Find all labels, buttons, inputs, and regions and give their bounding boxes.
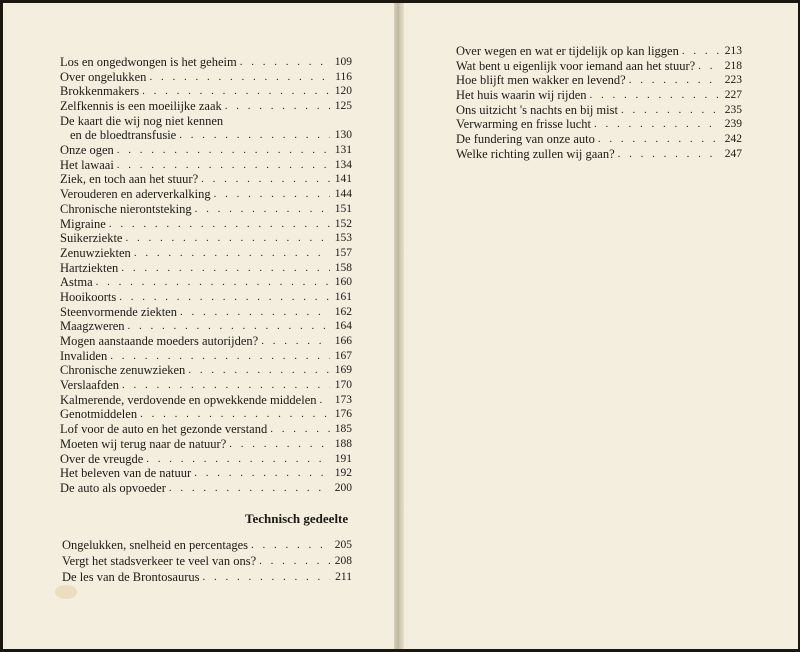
toc-entry: De kaart die wij nog niet kennen [60,113,224,128]
toc-entry: Moeten wij terug naar de natuur? . . . 188 [60,437,352,452]
toc-entry: Hoe blijft men wakker en levend? . . . 223 [456,73,742,88]
toc-entry: Wat bent u eigenlijk voor iemand aan het stuur? . . . 218 [456,59,742,74]
toc-entry: Steenvormende ziekten . . . 162 [60,305,352,320]
toc-entry: De fundering van onze auto . . . 242 [456,132,742,147]
toc-entry: Over de vreugde . . . 191 [60,452,352,467]
toc-entry: Het huis waarin wij rijden . . . 227 [456,88,742,103]
toc-entry: Chronische zenuwzieken . . . 169 [60,363,352,378]
section-heading: Technisch gedeelte [245,511,349,526]
toc-entry: Astma . . . 160 [60,275,352,290]
toc-entry: Zelfkennis is een moeilijke zaak . . . 125 [60,99,352,114]
toc-entry: Mogen aanstaande moeders autorijden? . . . 166 [60,334,352,349]
toc-technical-list [62,537,352,585]
toc-right-list [456,44,742,162]
toc-entry: Invaliden . . . 167 [60,349,352,364]
toc-entry: Genotmiddelen . . . 176 [60,408,352,423]
toc-entry: Over ongelukken . . . 116 [60,70,352,85]
toc-entry: Onze ogen . . . 131 [60,143,352,158]
toc-entry: Het lawaai . . . 134 [60,158,352,173]
toc-entry: Welke richting zullen wij gaan? . . . 247 [456,147,742,162]
toc-entry: Maagzweren . . . 164 [60,319,352,334]
toc-left-list [60,55,352,496]
toc-entry: Hartziekten . . . 158 [60,261,352,276]
toc-entry: Ongelukken, snelheid en percentages . . . 205 [62,537,352,553]
toc-entry: Verouderen en aderverkalking . . . 144 [60,187,352,202]
toc-entry: Lof voor de auto en het gezonde verstand . . . 185 [60,422,352,437]
toc-entry: Ons uitzicht 's nachts en bij mist . . . 235 [456,103,742,118]
toc-entry: Hooikoorts . . . 161 [60,290,352,305]
toc-entry: Chronische nierontsteking . . . 151 [60,202,352,217]
toc-entry: Vergt het stadsverkeer te veel van ons? . . . 208 [62,553,352,569]
toc-entry: Over wegen en wat er tijdelijk op kan liggen . . . 213 [456,44,742,59]
toc-entry: Verslaafden . . . 170 [60,378,352,393]
toc-entry: Het beleven van de natuur . . . 192 [60,466,352,481]
toc-entry: Verwarming en frisse lucht . . . 239 [456,117,742,132]
book-gutter [394,3,404,649]
toc-entry: en de bloedtransfusie . . . 130 [60,128,352,143]
toc-entry: De les van de Brontosaurus . . . 211 [62,569,352,585]
toc-entry: Suikerziekte . . . 153 [60,231,352,246]
toc-entry: Los en ongedwongen is het geheim . . . 109 [60,55,352,70]
toc-entry: Brokkenmakers . . . 120 [60,84,352,99]
toc-entry: Zenuwziekten . . . 157 [60,246,352,261]
toc-entry: Kalmerende, verdovende en opwekkende middelen . . . 173 [60,393,352,408]
toc-entry: De auto als opvoeder . . . 200 [60,481,352,496]
toc-entry: Migraine . . . 152 [60,217,352,232]
toc-entry: Ziek, en toch aan het stuur? . . . 141 [60,173,352,188]
paper-stain [55,585,77,599]
